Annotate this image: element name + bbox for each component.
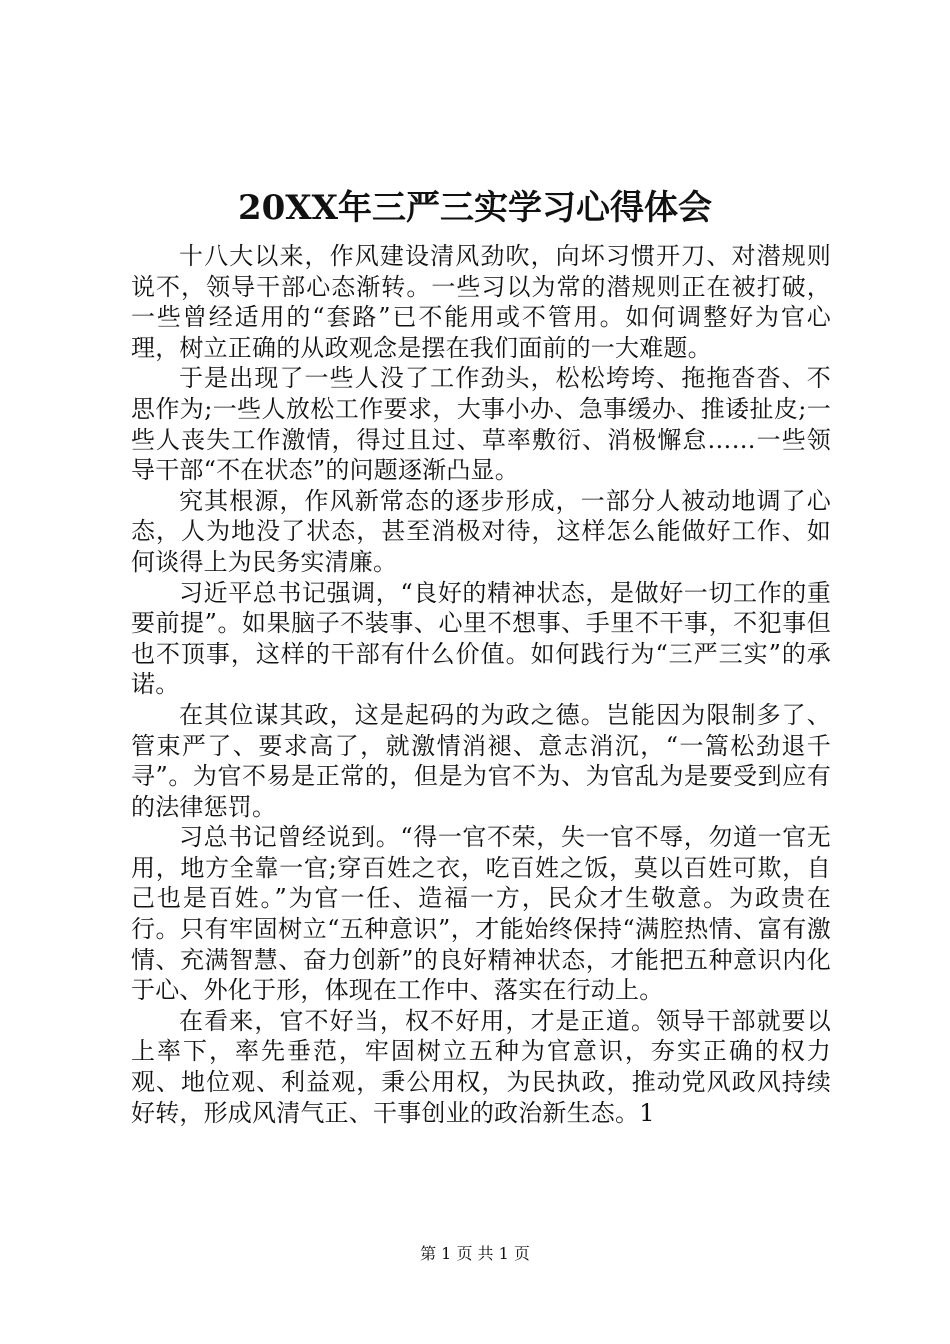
paragraph: 究其根源，作风新常态的逐步形成，一部分人被动地调了心态，人为地没了状态，甚至消极对待，这样怎么能做好工作、如何谈得上为民务实清廉。: [131, 486, 831, 576]
document-body: [131, 241, 831, 1128]
paragraph: 十八大以来，作风建设清风劲吹，向坏习惯开刀、对潜规则说不，领导干部心态渐转。一些习以为常的潜规则正在被打破，一些曾经适用的“套路”已不能用或不管用。如何调整好为官心理，树立正确的从政观念是摆在我们面前的一大难题。: [131, 242, 831, 362]
paragraph: 习总书记曾经说到。“得一官不荣，失一官不辱，勿道一官无用，地方全靠一官;穿百姓之衣，吃百姓之饭，莫以百姓可欺，自己也是百姓。”为官一任、造福一方，民众才生敬意。为政贵在行。只有牢固树立“五种意识”，才能始终保持“满腔热情、富有激情、充满智慧、奋力创新”的良好精神状态，才能把五种意识内化于心、外化于形，体现在工作中、落实在行动上。: [131, 823, 831, 1005]
paragraph: 于是出现了一些人没了工作劲头，松松垮垮、拖拖沓沓、不思作为;一些人放松工作要求，大事小办、急事缓办、推诿扯皮;一些人丧失工作激情，得过且过、草率敷衍、消极懈怠……一些领导干部“不在状态”的问题逐渐凸显。: [131, 364, 831, 485]
paragraph: 在其位谋其政，这是起码的为政之德。岂能因为限制多了、管束严了、要求高了，就激情消褪、意志消沉，“一篙松劲退千寻”。为官不易是正常的，但是为官不为、为官乱为是要受到应有的法律惩罚。: [131, 700, 831, 821]
page-number-footer: 第 1 页 共 1 页: [420, 1244, 530, 1263]
document-title: 20XX年三严三实学习心得体会: [237, 188, 713, 228]
paragraph: 习近平总书记强调，“良好的精神状态，是做好一切工作的重要前提”。如果脑子不装事、心里不想事、手里不干事，不犯事但也不顶事，这样的干部有什么价值。如何践行为“三严三实”的承诺。: [131, 578, 831, 699]
paragraph: 在看来，官不好当，权不好用，才是正道。领导干部就要以上率下，率先垂范，牢固树立五种为官意识，夯实正确的权力观、地位观、利益观，秉公用权，为民执政，推动党风政风持续好转，形成风清气正、干事创业的政治新生态。1: [131, 1006, 831, 1127]
